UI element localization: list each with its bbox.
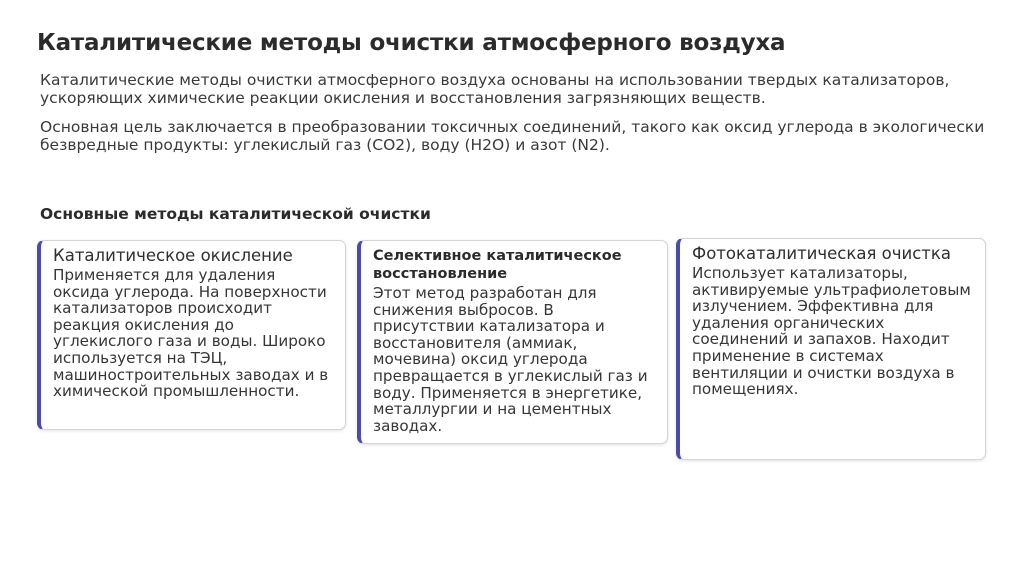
slide-title: Каталитические методы очистки атмосферного воздуха (37, 30, 786, 56)
section-title: Основные методы каталитической очистки (40, 205, 431, 223)
card-text: Этот метод разработан для снижения выбросов. В присутствии катализатора и восстановителя (аммиак, мочевина) оксид углерода превращается в углекислый газ и воду. Применяется в энергетике, металлургии и на цементных заводах. (373, 284, 648, 435)
method-card-photocatalytic (676, 238, 986, 460)
method-card-catalytic-oxidation (37, 240, 346, 430)
goal-paragraph: Основная цель заключается в преобразовании токсичных соединений, такого как оксид углерода в экологически безвредные продукты: углекислый газ (CO2), воду (H2O) и азот (N2). (40, 118, 985, 154)
card-title: Фотокаталитическая очистка (692, 244, 951, 263)
card-text: Использует катализаторы, активируемые ультрафиолетовым излучением. Эффективна для удаления органических соединений и запахов. Находит применение в системах вентиляции и очистки воздуха в помещениях. (692, 264, 971, 399)
method-card-selective-reduction (357, 240, 668, 444)
card-title: Каталитическое окисление (53, 246, 293, 265)
intro-paragraph: Каталитические методы очистки атмосферного воздуха основаны на использовании твердых катализаторов, ускоряющих химические реакции окисления и восстановления загрязняющих веществ. (40, 71, 950, 107)
card-title: Селективное каталитическое восстановление (373, 248, 622, 282)
card-text: Применяется для удаления оксида углерода. На поверхности катализаторов происходит реакция окисления до углекислого газа и воды. Широко используется на ТЭЦ, машиностроительных заводах и в химической промышленности. (53, 266, 329, 401)
